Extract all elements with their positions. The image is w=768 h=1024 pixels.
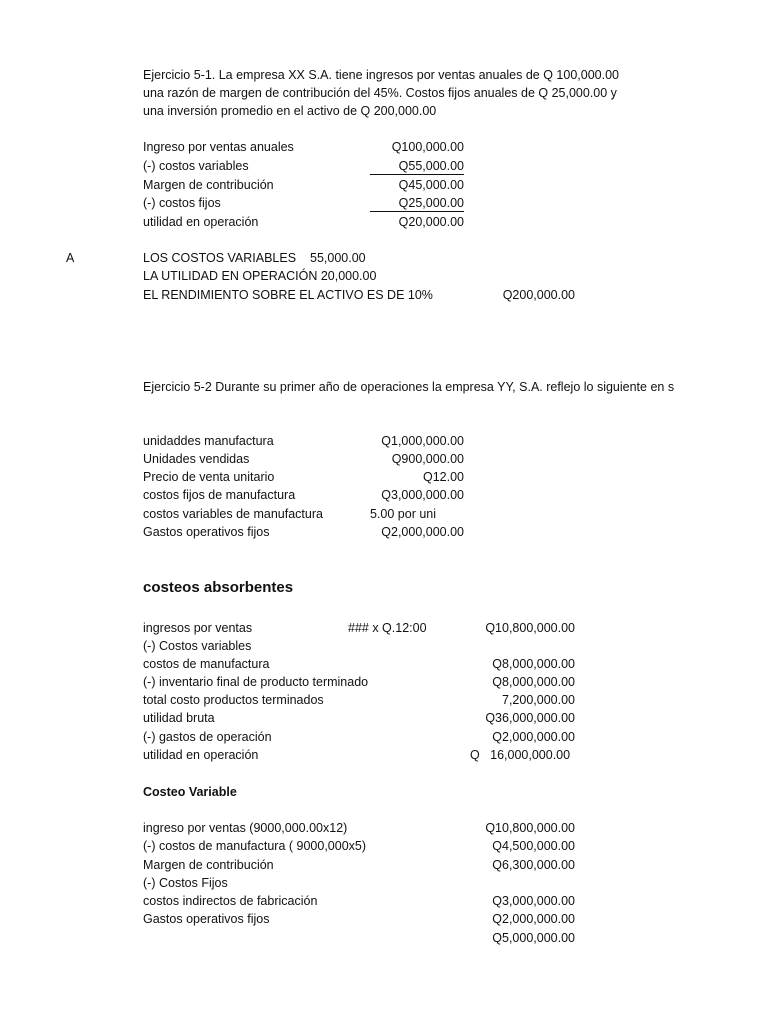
ex2-intro: Ejercicio 5-2 Durante su primer año de operaciones la empresa YY, S.A. reflejo lo siguiente en s [143,380,675,394]
ex1-row-label: Ingreso por ventas anuales [143,140,294,154]
ex2-row-value: Q2,000,000.00 [381,525,464,539]
absorbente-row-label: total costo productos terminados [143,693,324,707]
absorbente-title: costeos absorbentes [143,579,294,596]
ex2-row-value: 5.00 por uni [370,507,437,521]
ex1-row-value: Q45,000.00 [398,178,464,192]
variable-total-value: Q5,000,000.00 [492,931,575,945]
ex1-row-label: utilidad en operación [143,215,259,229]
ex1-row-value: Q55,000.00 [370,158,464,175]
ex2-row-label: Gastos operativos fijos [143,525,270,539]
ex1-row-value: Q20,000.00 [398,215,464,229]
answer-value: Q200,000.00 [502,288,575,302]
absorbente-row-value: 7,200,000.00 [502,693,575,707]
ex1-row-value: Q25,000.00 [370,195,464,212]
variable-title: Costeo Variable [143,785,237,799]
ex1-row-label: (-) costos variables [143,159,249,173]
variable-row-label: (-) costos de manufactura ( 9000,000x5) [143,839,367,853]
ex1-row-value: Q100,000.00 [391,140,464,154]
absorbente-row-label: costos de manufactura [143,657,270,671]
variable-row-value: Q4,500,000.00 [492,839,575,853]
ex2-row-label: unidaddes manufactura [143,434,274,448]
ex1-intro-line-2: una razón de margen de contribución del 45%. Costos fijos anuales de Q 25,000.00 y [143,86,617,100]
absorbente-row-label: utilidad en operación [143,748,259,762]
variable-row-label: ingreso por ventas (9000,000.00x12) [143,821,348,835]
ex2-row-value: Q900,000.00 [391,452,464,466]
absorbente-row-value: Q2,000,000.00 [492,730,575,744]
answer-letter: A [66,251,75,265]
ex2-row-label: Precio de venta unitario [143,470,275,484]
absorbente-row-middle: ### x Q.12:00 [348,621,427,635]
absorbente-row-label: (-) inventario final de producto terminado [143,675,369,689]
absorbente-row-value: Q 16,000,000.00 [470,748,571,762]
answer-label: LOS COSTOS VARIABLES [143,251,297,265]
variable-row-value: Q6,300,000.00 [492,858,575,872]
ex1-row-label: Margen de contribución [143,178,274,192]
absorbente-row-value: Q8,000,000.00 [492,657,575,671]
absorbente-row-value: Q10,800,000.00 [485,621,575,635]
ex2-row-label: Unidades vendidas [143,452,250,466]
ex2-row-value: Q3,000,000.00 [381,488,464,502]
absorbente-row-label: utilidad bruta [143,711,215,725]
variable-row-label: costos indirectos de fabricación [143,894,318,908]
ex2-row-value: Q1,000,000.00 [381,434,464,448]
ex2-row-value: Q12.00 [422,470,464,484]
ex2-row-label: costos variables de manufactura [143,507,323,521]
variable-row-label: Margen de contribución [143,858,274,872]
absorbente-row-value: Q36,000,000.00 [485,711,575,725]
absorbente-row-label: (-) Costos variables [143,639,252,653]
absorbente-row-label: ingresos por ventas [143,621,253,635]
answer-label: LA UTILIDAD EN OPERACIÓN 20,000.00 [143,269,377,283]
ex1-row-label: (-) costos fijos [143,196,221,210]
ex2-row-label: costos fijos de manufactura [143,488,296,502]
variable-row-value: Q2,000,000.00 [492,912,575,926]
absorbente-row-value: Q8,000,000.00 [492,675,575,689]
ex1-intro-line-3: una inversión promedio en el activo de Q 200,000.00 [143,104,437,118]
ex1-intro-line-1: Ejercicio 5-1. La empresa XX S.A. tiene ingresos por ventas anuales de Q 100,000.00 [143,68,619,82]
variable-row-label: Gastos operativos fijos [143,912,270,926]
variable-row-value: Q10,800,000.00 [485,821,575,835]
answer-label: EL RENDIMIENTO SOBRE EL ACTIVO ES DE 10% [143,288,433,302]
answer-value: 55,000.00 [310,251,366,265]
absorbente-row-label: (-) gastos de operación [143,730,272,744]
variable-row-label: (-) Costos Fijos [143,876,228,890]
variable-row-value: Q3,000,000.00 [492,894,575,908]
